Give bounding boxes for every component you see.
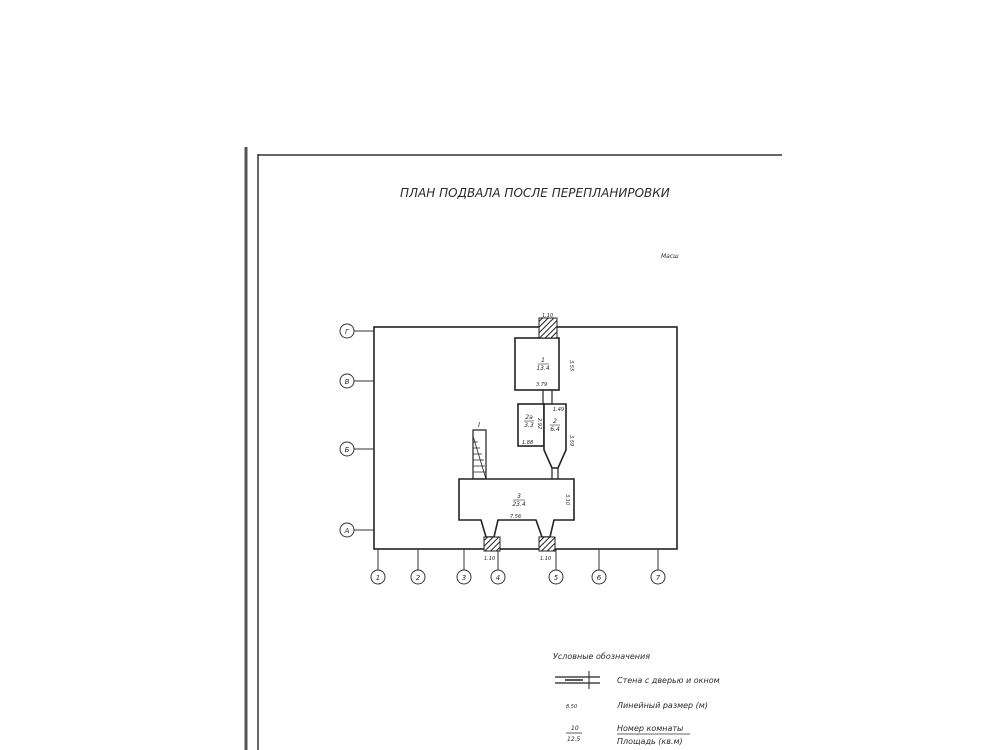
column-axis-label: 5 — [553, 574, 559, 582]
room-area: 6.4 — [550, 426, 560, 433]
legend-item-area: Площадь (кв.м) — [617, 737, 683, 746]
room-number: 2а — [525, 414, 533, 421]
dimension-label: 1.10 — [484, 556, 496, 562]
staircase-label: I — [478, 421, 481, 429]
column-axis-5 — [549, 549, 563, 584]
legend-title: Условные обозначения — [553, 652, 651, 661]
row-axis-label: В — [344, 378, 350, 386]
row-axis-b — [340, 442, 374, 456]
column-axis-label: 1 — [375, 574, 381, 582]
column-axis-1 — [371, 549, 385, 584]
hatched-wall-top — [539, 318, 557, 338]
dimension-label: 7.56 — [510, 514, 522, 520]
legend-sample-dimension: 8.50 — [566, 704, 578, 710]
legend-item-room-number: Номер комнаты — [617, 724, 684, 733]
plan-title: ПЛАН ПОДВАЛА ПОСЛЕ ПЕРЕПЛАНИРОВКИ — [400, 186, 670, 200]
room-area: 23.4 — [512, 501, 526, 508]
row-axis-label: Б — [344, 446, 350, 454]
room-area: 13.4 — [536, 365, 550, 372]
dimension-label: 2.92 — [536, 418, 542, 430]
dimension-label: 3.59 — [568, 435, 574, 447]
column-axis-label: 4 — [495, 574, 501, 582]
column-axis-7 — [651, 549, 665, 584]
dimension-label: 1.10 — [540, 556, 552, 562]
legend-item-wall: Стена с дверью и окном — [617, 676, 720, 685]
room-3 — [459, 479, 574, 537]
column-axis-label: 6 — [596, 574, 602, 582]
legend-sample-area: 12.5 — [567, 736, 581, 743]
row-axis-a — [340, 523, 374, 537]
row-axis-label: А — [344, 527, 350, 535]
row-axis-g — [340, 324, 374, 338]
column-axis-4 — [491, 549, 505, 584]
column-axis-label: 7 — [655, 574, 661, 582]
column-axis-2 — [411, 549, 425, 584]
dimension-label: 1.10 — [542, 313, 554, 319]
room-number: 2 — [553, 418, 557, 425]
legend-item-dimension: Линейный размер (м) — [617, 701, 708, 710]
hatched-wall-bottom-right — [539, 537, 555, 551]
column-axis-6 — [592, 549, 606, 584]
legend-sample-room-number: 10 — [571, 725, 579, 732]
column-axis-label: 2 — [415, 574, 421, 582]
column-axis-label: 3 — [461, 574, 467, 582]
row-axis-v — [340, 374, 374, 388]
dimension-label: 1.49 — [553, 407, 565, 413]
dimension-label: 1.88 — [522, 440, 534, 446]
dimension-label: 3.10 — [564, 494, 570, 506]
room-number: 3 — [517, 493, 521, 500]
hatched-wall-bottom-left — [484, 537, 500, 551]
room-number: 1 — [541, 357, 545, 364]
legend-wall-sample — [555, 671, 600, 689]
column-axis-3 — [457, 549, 471, 584]
room-area: 3.3 — [524, 422, 534, 429]
row-axis-label: Г — [345, 328, 349, 336]
dimension-label: 3.55 — [568, 360, 574, 372]
dimension-label: 3.79 — [536, 382, 548, 388]
room-2 — [544, 404, 566, 468]
scale-mark: Масш — [661, 253, 679, 260]
